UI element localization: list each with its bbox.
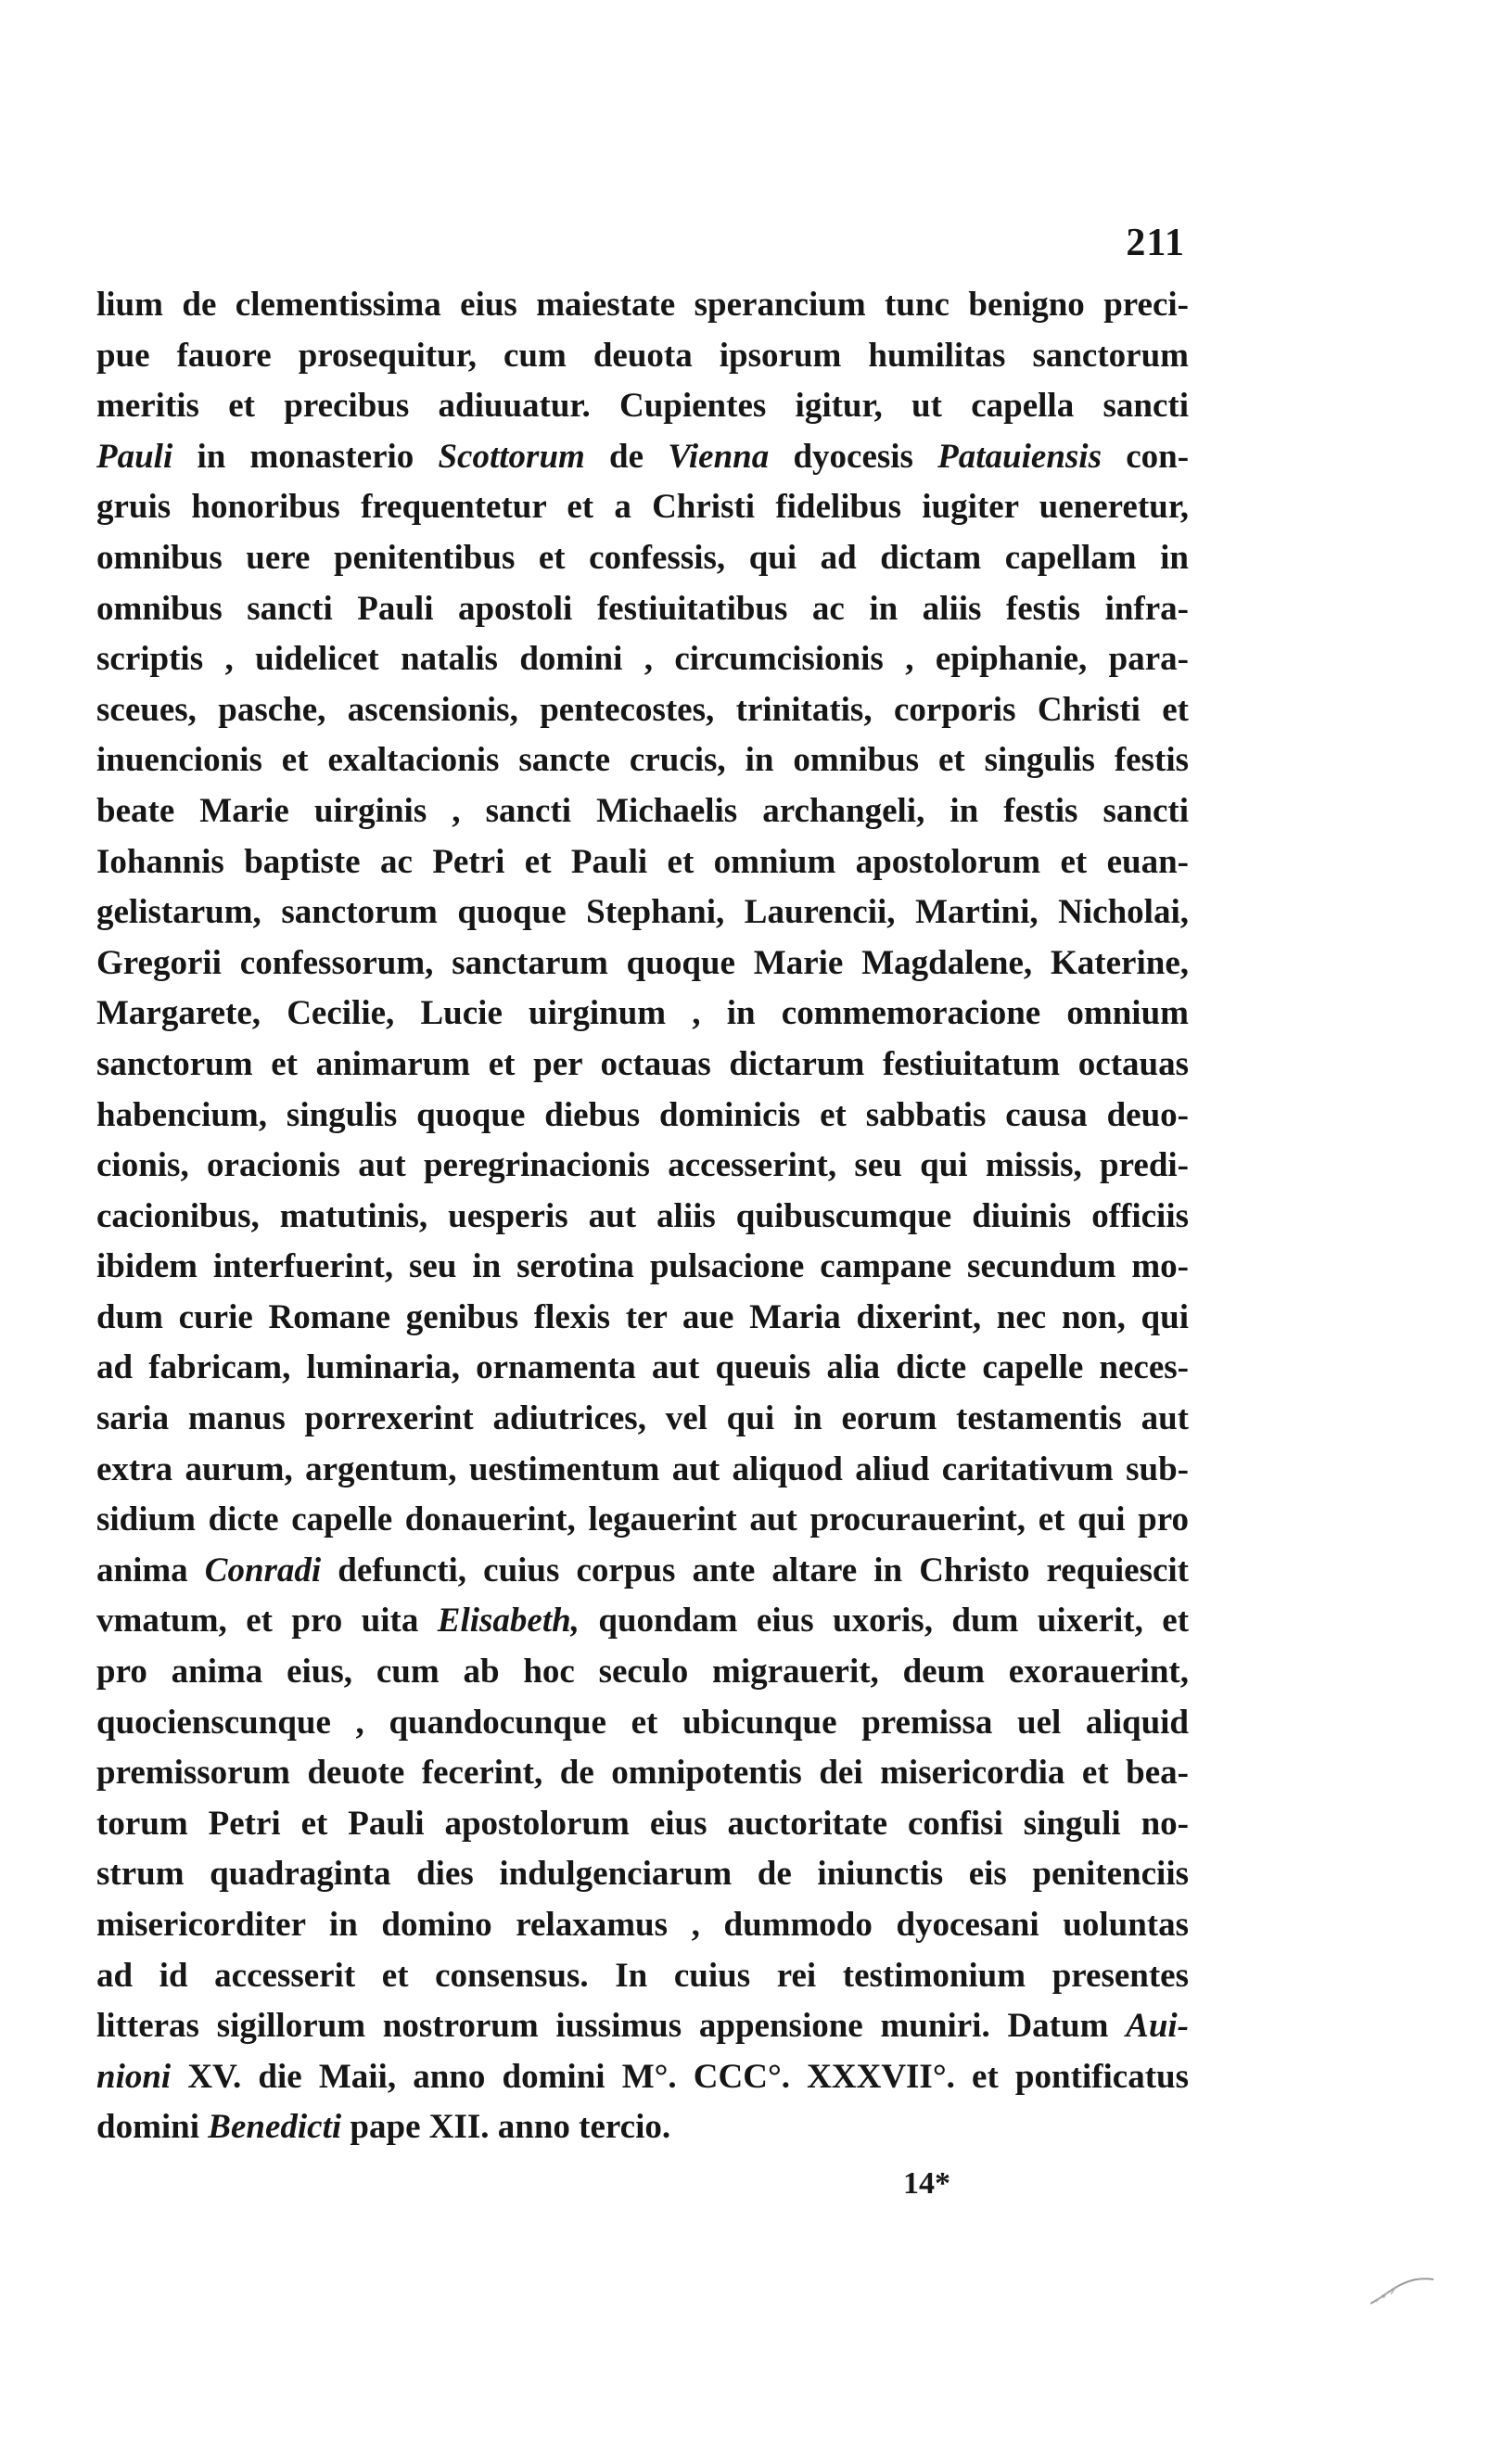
text-line [96, 1242, 1189, 1293]
text-line [96, 533, 1189, 584]
text-segment: ibidem interfuerint, seu in serotina pulsacione campane secundum mo- [96, 1247, 1189, 1286]
text-segment: habencium, singulis quoque diebus dominicis et sabbatis causa deuo- [96, 1095, 1189, 1134]
text-segment: torum Petri et Pauli apostolorum eius auctoritate confisi singuli no- [96, 1804, 1189, 1843]
page-number: 211 [1126, 222, 1185, 264]
text-segment: con- [1101, 437, 1189, 476]
text-segment: inuencionis et exaltacionis sancte crucis, in omnibus et singulis festis [96, 741, 1189, 780]
text-line [96, 584, 1189, 635]
text-line [96, 482, 1189, 533]
italic-name: Scottorum [438, 437, 585, 476]
text-segment: cacionibus, matutinis, uesperis aut aliis quibuscumque diuinis officiis [96, 1196, 1189, 1235]
text-line [96, 1951, 1189, 2002]
text-line [96, 381, 1189, 432]
text-segment: XV. die Maii, anno domini M°. CCC°. XXXVII°. et pontificatus [171, 2057, 1189, 2096]
printer-signature-mark: 14* [903, 2166, 950, 2201]
text-segment: Gregorii confessorum, sanctarum quoque Marie Magdalene, Katerine, [96, 943, 1189, 982]
text-line [96, 1596, 1189, 1647]
text-line [96, 989, 1189, 1040]
charter-text [96, 280, 1189, 2153]
text-line [96, 1141, 1189, 1192]
text-segment: de [584, 437, 669, 476]
italic-name: Pauli [96, 437, 173, 476]
text-line [96, 1748, 1189, 1799]
text-line [96, 1293, 1189, 1344]
italic-name: nioni [96, 2057, 172, 2096]
text-line [96, 1647, 1189, 1698]
text-line [96, 1849, 1189, 1900]
text-segment: meritis et precibus adiuuatur. Cupientes igitur, ut capella sancti [96, 387, 1189, 426]
text-segment: beate Marie uirginis , sancti Michaelis archangeli, in festis sancti [96, 791, 1189, 830]
text-line [96, 1546, 1189, 1597]
stray-pen-mark [1369, 2270, 1435, 2307]
text-segment: anima [96, 1551, 205, 1589]
text-line [96, 1445, 1189, 1496]
text-segment: extra aurum, argentum, uestimentum aut aliquod aliud caritativum sub- [96, 1449, 1189, 1488]
text-segment: strum quadraginta dies indulgenciarum de iniunctis eis penitenciis [96, 1855, 1189, 1894]
text-line [96, 634, 1189, 685]
text-segment: litteras sigillorum nostrorum iussimus appensione muniri. Datum [96, 2007, 1127, 2046]
text-line [96, 837, 1189, 888]
text-line [96, 735, 1189, 786]
text-line [96, 2001, 1189, 2052]
text-segment: dyocesis [769, 437, 938, 476]
text-segment: domini [96, 2108, 209, 2147]
text-line [96, 786, 1189, 837]
text-line [96, 432, 1189, 483]
text-line [96, 1799, 1189, 1850]
text-segment: pape XII. anno tercio. [341, 2108, 671, 2147]
text-segment: sanctorum et animarum et per octauas dictarum festiuitatum octauas [96, 1044, 1189, 1083]
text-segment: cionis, oracionis aut peregrinacionis accesserint, seu qui missis, predi- [96, 1146, 1189, 1185]
italic-name: Benedicti [208, 2108, 342, 2147]
text-segment: gelistarum, sanctorum quoque Stephani, Laurencii, Martini, Nicholai, [96, 893, 1189, 932]
text-line [96, 887, 1189, 938]
italic-name: Elisabeth, [437, 1602, 580, 1641]
text-line [96, 2052, 1189, 2103]
text-segment: Iohannis baptiste ac Petri et Pauli et omnium apostolorum et euan- [96, 842, 1189, 881]
text-segment: sidium dicte capelle donauerint, legauerint aut procurauerint, et qui pro [96, 1500, 1189, 1539]
text-line [96, 1495, 1189, 1546]
text-segment: in monasterio [172, 437, 439, 476]
text-line [96, 685, 1189, 736]
text-line [96, 1040, 1189, 1091]
text-segment: Margarete, Cecilie, Lucie uirginum , in commemoracione omnium [96, 994, 1189, 1033]
text-segment: ad fabricam, luminaria, ornamenta aut queuis alia dicte capelle neces- [96, 1348, 1189, 1387]
text-segment: vmatum, et pro uita [96, 1602, 438, 1641]
text-line [96, 331, 1189, 382]
text-segment: pro anima eius, cum ab hoc seculo migrauerit, deum exorauerint, [96, 1653, 1189, 1692]
text-segment: defuncti, cuius corpus ante altare in Christo requiescit [321, 1551, 1189, 1589]
text-line [96, 1091, 1189, 1142]
text-segment: ad id accesserit et consensus. In cuius rei testimonium presentes [96, 1956, 1189, 1995]
text-segment: misericorditer in domino relaxamus , dummodo dyocesani uoluntas [96, 1906, 1189, 1944]
text-segment: sceues, pasche, ascensionis, pentecostes, trinitatis, corporis Christi et [96, 690, 1189, 729]
text-segment: premissorum deuote fecerint, de omnipotentis dei misericordia et bea- [96, 1754, 1189, 1793]
text-segment: lium de clementissima eius maiestate sperancium tunc benigno preci- [96, 286, 1189, 324]
text-segment: pue fauore prosequitur, cum deuota ipsorum humilitas sanctorum [96, 336, 1189, 375]
text-segment: dum curie Romane genibus flexis ter aue Maria dixerint, nec non, qui [96, 1297, 1189, 1336]
italic-name: Patauiensis [937, 437, 1102, 476]
text-segment: scriptis , uidelicet natalis domini , circumcisionis , epiphanie, para- [96, 640, 1189, 679]
text-line [96, 938, 1189, 989]
italic-name: Conradi [204, 1551, 322, 1589]
text-line [96, 2102, 1189, 2153]
italic-name: Vienna [668, 437, 770, 476]
text-line [96, 1900, 1189, 1951]
text-line [96, 1394, 1189, 1445]
text-segment: quondam eius uxoris, dum uixerit, et [579, 1602, 1189, 1641]
text-segment: omnibus sancti Pauli apostoli festiuitatibus ac in aliis festis infra- [96, 589, 1189, 628]
text-line [96, 1698, 1189, 1749]
italic-name: Aui- [1126, 2007, 1189, 2046]
text-line [96, 280, 1189, 331]
text-segment: omnibus uere penitentibus et confessis, qui ad dictam capellam in [96, 538, 1189, 577]
text-segment: saria manus porrexerint adiutrices, vel qui in eorum testamentis aut [96, 1399, 1189, 1438]
text-segment: gruis honoribus frequentetur et a Christi fidelibus iugiter ueneretur, [96, 488, 1189, 527]
text-line [96, 1343, 1189, 1394]
text-segment: quocienscunque , quandocunque et ubicunque premissa uel aliquid [96, 1703, 1189, 1742]
text-line [96, 1192, 1189, 1243]
